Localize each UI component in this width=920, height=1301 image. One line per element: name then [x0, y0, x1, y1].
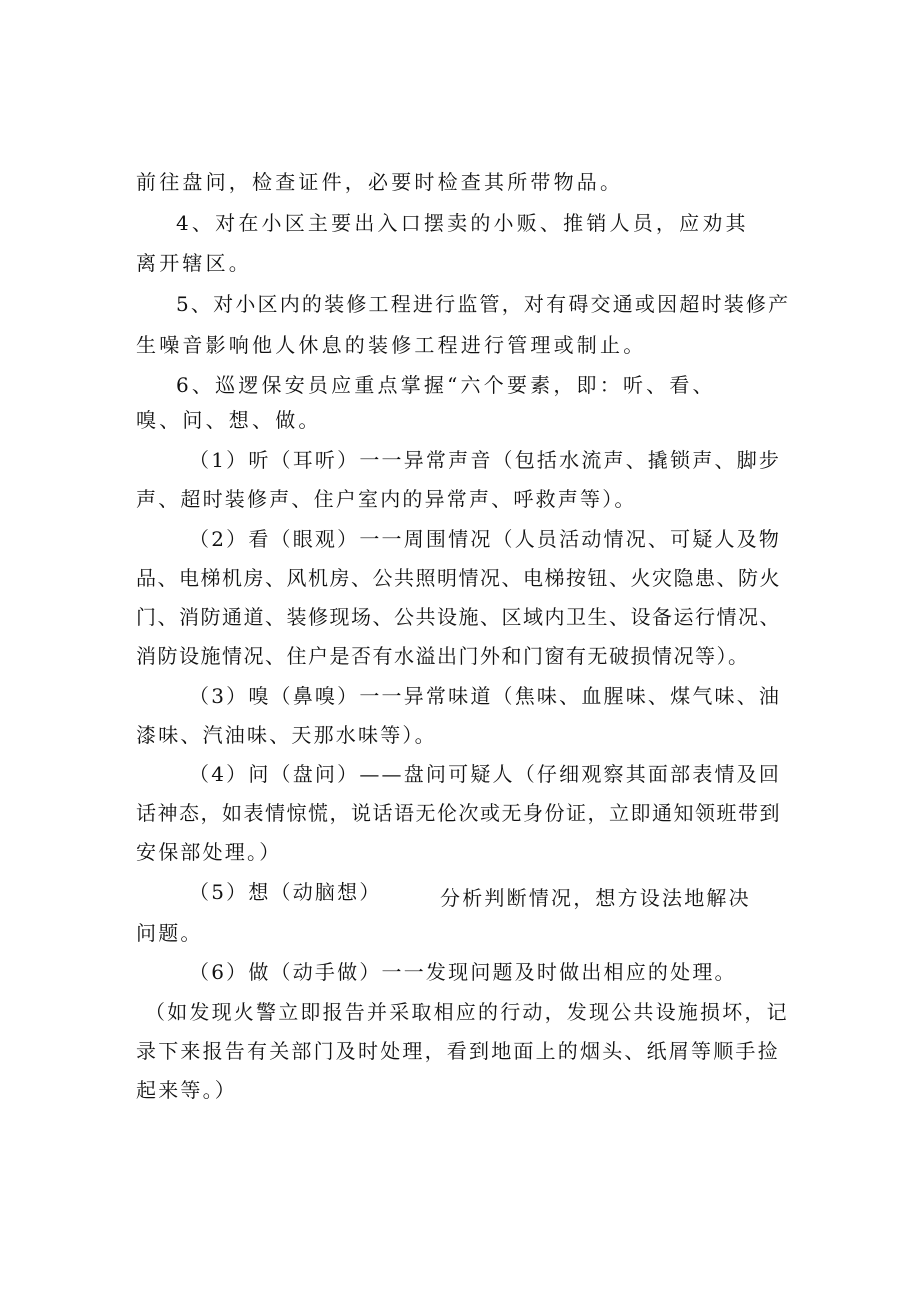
text-line-7: 嗅、问、想、做。: [136, 408, 322, 432]
text-line-16: （4）问（盘问）——盘问可疑人（仔细观察其面部表情及回: [189, 762, 782, 786]
text-line-14: （3）嗅（鼻嗅）一一异常味道（焦味、血腥味、煤气味、油: [189, 684, 782, 708]
text-line-3: 离开辖区。: [136, 251, 252, 275]
text-line-23: （如发现火警立即报告并采取相应的行动，发现公共设施损坏，记: [145, 1000, 789, 1024]
text-line-13: 消防设施情况、住户是否有水溢出门外和门窗有无破损情况等）。: [136, 644, 750, 668]
text-line-25: 起来等。）: [136, 1078, 237, 1102]
text-line-10: （2）看（眼观）一一周围情况（人员活动情况、可疑人及物: [189, 527, 782, 551]
text-line-9: 声、超时装修声、住户室内的异常声、呼救声等）。: [136, 487, 637, 511]
text-line-2: 4、对在小区主要出入口摆卖的小贩、推销人员，应劝其: [176, 211, 749, 235]
text-line-15: 漆味、汽油味、天那水味等）。: [136, 723, 437, 747]
text-line-24: 录下来报告有关部门及时处理，看到地面上的烟头、纸屑等顺手捡: [136, 1039, 780, 1063]
text-line-12: 门、消防通道、装修现场、公共设施、区域内卫生、设备运行情况、: [136, 605, 781, 629]
text-line-18: 安保部处理。）: [136, 840, 282, 864]
text-line-8: （1）听（耳听）一一异常声音（包括水流声、撬锁声、脚步: [189, 448, 782, 472]
text-line-20: 分析判断情况，想方设法地解决: [440, 886, 751, 910]
text-line-21: 问题。: [136, 921, 203, 945]
text-line-11: 品、电梯机房、风机房、公共照明情况、电梯按钮、火灾隐患、防火: [136, 566, 781, 590]
text-line-5: 生噪音影响他人休息的装修工程进行管理或制止。: [136, 333, 647, 357]
text-line-22: （6）做（动手做）一一发现问题及时做出相应的处理。: [189, 960, 737, 984]
text-line-1: 前往盘问，检查证件，必要时检查其所带物品。: [136, 170, 624, 194]
text-line-6: 6、巡逻保安员应重点掌握“六个要素，即：听、看、: [176, 373, 716, 397]
text-line-4: 5、对小区内的装修工程进行监管，对有碍交通或因超时装修产: [176, 292, 791, 316]
text-line-17: 话神态，如表情惊慌，说话语无伦次或无身份证，立即通知领班带到: [136, 801, 781, 825]
text-line-19: （5）想（动脑想）: [189, 880, 382, 904]
